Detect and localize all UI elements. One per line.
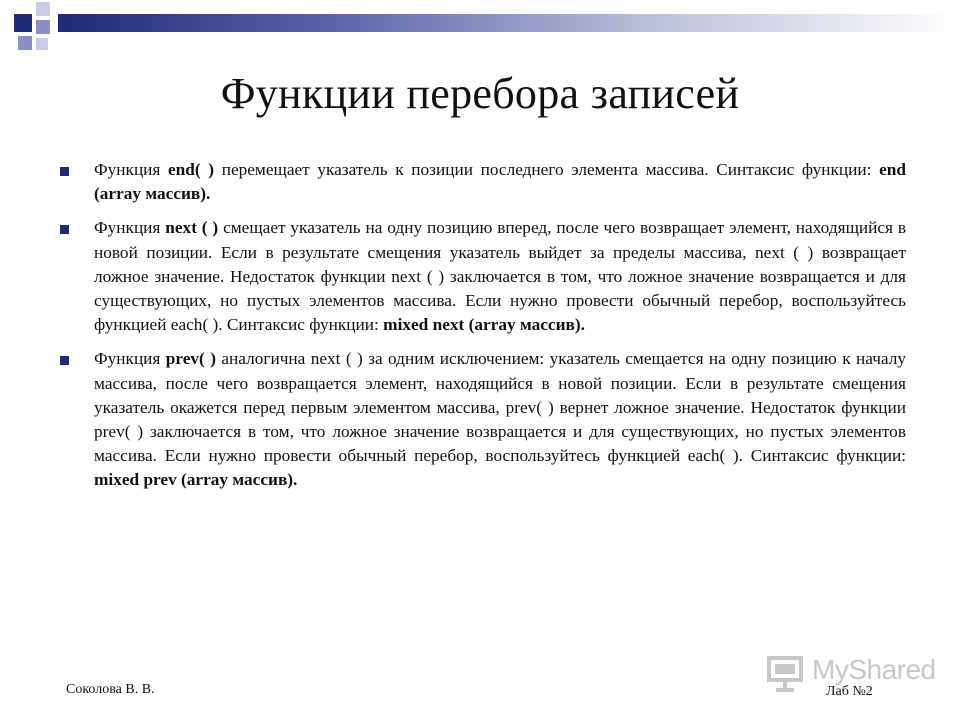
header-band — [58, 14, 960, 32]
bullet-item-prev — [60, 347, 906, 492]
square-bullet-icon — [60, 356, 69, 365]
function-syntax: mixed prev (array массив). — [94, 470, 298, 490]
function-syntax: end (array массив). — [94, 160, 907, 204]
presentation-board-icon — [766, 654, 806, 692]
bullet-item-next — [60, 216, 906, 337]
function-name: end( ) — [168, 160, 215, 179]
footer-author: Соколова В. В. — [66, 682, 155, 697]
square-bullet-icon — [60, 167, 69, 176]
bullet-item-end — [60, 158, 906, 206]
function-name: prev( ) — [165, 349, 216, 369]
function-syntax: mixed next (array массив). — [383, 315, 585, 335]
bullet-text: Функция next ( ) смещает указатель на одну позицию вперед, после чего возвращает элемент, находящийся в новой позиции. Если в результате смещения указатель выйдет за пределы массива, next ( ) возвращает ложное значение. Недостаток функции next ( ) заключается в том, что ложное значение возвращается и для существующих, но пустых элементов массива. Если нужно провести обычный перебор, воспользуйтесь функцией each( ). Синтаксис функции: mixed next (array массив). — [94, 218, 907, 335]
bullet-text: Функция end( ) перемещает указатель к позиции последнего элемента массива. Синтаксис функции: end (array массив). — [94, 160, 907, 204]
square-bullet-icon — [60, 225, 69, 234]
footer-slide-label: Лаб №2 — [826, 684, 873, 699]
function-name: next ( ) — [165, 218, 219, 238]
slide-title: Функции перебора записей — [220, 69, 740, 118]
watermark-text: MyShared — [812, 654, 936, 685]
bullet-list — [60, 158, 906, 503]
bullet-text: Функция prev( ) аналогична next ( ) за одним исключением: указатель смещается на одну позицию к началу массива, после чего возвращается элемент, находящийся в новой позиции. Если в результате смещения указатель окажется перед первым элементом массива, prev( ) вернет ложное значение. Недостаток функции prev( ) заключается в том, что ложное значение возвращается и для существующих, но пустых элементов массива. Если нужно провести обычный перебор, воспользуйтесь функцией each( ). Синтаксис функции: mixed prev (array массив). — [94, 349, 906, 490]
